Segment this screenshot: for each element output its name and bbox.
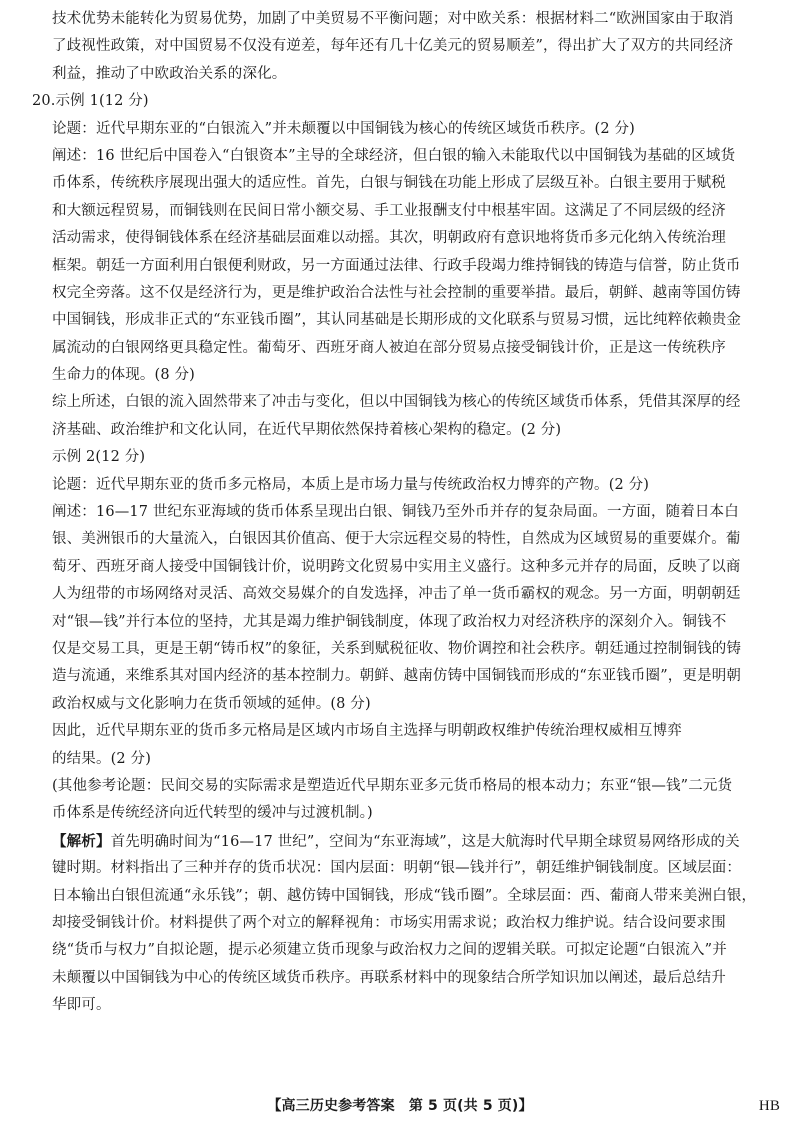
text-line-content: 权完全旁落。这不仅是经济行为，更是维护政治合法性与社会控制的重要举措。最后，朝鲜、越南等国仿铸 (52, 284, 741, 301)
text-line-content: 键时期。材料指出了三种并存的货币状况：国内层面：明朝“银—钱并行”，朝廷维护铜钱制度。区域层面： (52, 860, 742, 877)
text-line (32, 444, 774, 471)
text-line (32, 417, 774, 444)
text-line-content: 示例 2(12 分) (52, 449, 146, 466)
text-line (32, 472, 774, 499)
text-line (32, 143, 774, 170)
text-line (32, 609, 774, 636)
footer-page-info: 【高三历史参考答案 第 5 页(共 5 页)】 (267, 1098, 533, 1114)
text-line-content: 技术优势未能转化为贸易优势，加剧了中美贸易不平衡问题；对中欧关系：根据材料二“欧洲国家由于取消 (52, 11, 734, 27)
text-line-content: (其他参考论题：民间交易的实际需求是塑造近代早期东亚多元货币格局的根本动力；东亚“银—钱”二元货 (52, 777, 733, 794)
text-line-content: 因此，近代早期东亚的货币多元格局是区域内市场自主选择与明朝政权维护传统治理权威相互博弈 (52, 723, 682, 740)
text-line-content: 银、美洲银币的大量流入，白银因其价值高、便于大宗远程交易的特性，自然成为区域贸易的重要媒介。葡 (52, 531, 741, 548)
text-line (32, 499, 774, 526)
text-line-content: 绕“货币与权力”自拟论题，提示必须建立货币现象与政治权力之间的逻辑关联。可拟定论题“白银流入”并 (52, 942, 727, 959)
text-line-content: 政治权威与文化影响力在货币领域的延伸。(8 分) (52, 695, 371, 712)
text-line-content: 萄牙、西班牙商人接受中国铜钱计价，说明跨文化贸易中实用主义盛行。这种多元并存的局面，反映了以商 (52, 558, 741, 575)
text-line (32, 691, 774, 718)
text-line (32, 33, 774, 60)
text-line (32, 61, 774, 88)
text-line-content: 阐述：16—17 世纪东亚海域的货币体系呈现出白银、铜钱乃至外币并存的复杂局面。一方面，随着日本白 (52, 504, 739, 521)
text-line-content: 20.示例 1(12 分) (32, 93, 149, 110)
answer-text-body (32, 6, 774, 1019)
text-line (32, 855, 774, 882)
text-line-content: 论题：近代早期东亚的“白银流入”并未颠覆以中国铜钱为核心的传统区域货币秩序。(2 分) (52, 120, 635, 137)
text-line (32, 718, 774, 745)
text-line (32, 581, 774, 608)
text-line (32, 526, 774, 553)
text-line-content: 华即可。 (52, 997, 111, 1014)
text-line (32, 225, 774, 252)
text-line (32, 965, 774, 992)
text-line (32, 883, 774, 910)
text-line-content: 框架。朝廷一方面利用白银便利财政，另一方面通过法律、行政手段竭力维持铜钱的铸造与信誉，防止货币 (52, 257, 741, 274)
text-line-content: 币体系是传统经济向近代转型的缓冲与过渡机制。) (52, 805, 373, 822)
text-line-content: 生命力的体现。(8 分) (52, 367, 195, 384)
text-line (32, 910, 774, 937)
analysis-label: 【解析】 (52, 832, 111, 850)
text-line (32, 773, 774, 800)
text-line-content: 和大额远程贸易，而铜钱则在民间日常小额交易、手工业报酬支付中根基牢固。这满足了不同层级的经济 (52, 202, 726, 219)
text-line-content: 属流动的白银网络更具稳定性。葡萄牙、西班牙商人被迫在部分贸易点接受铜钱计价，正是这一传统秩序 (52, 339, 726, 356)
text-line (32, 6, 774, 33)
text-line (32, 280, 774, 307)
text-line-content: 对“银—钱”并行本位的坚持，尤其是竭力维护铜钱制度，体现了政治权力对经济秩序的深刻介入。铜钱不 (52, 613, 727, 630)
text-line-content: 首先明确时间为“16—17 世纪”，空间为“东亚海域”，这是大航海时代早期全球贸易网络形成的关 (110, 833, 740, 850)
text-line (32, 663, 774, 690)
text-line (32, 88, 774, 115)
text-line-content: 却接受铜钱计价。材料提供了两个对立的解释视角：市场实用需求说；政治权力维护说。结合设问要求围 (52, 914, 726, 931)
text-line-content: 人为纽带的市场网络对灵活、高效交易媒介的自发选择，冲击了单一货币霸权的观念。另一方面，明朝朝廷 (52, 586, 741, 603)
text-line (32, 198, 774, 225)
text-line-content: 的结果。(2 分) (52, 750, 151, 767)
text-line (32, 554, 774, 581)
text-line-content: 综上所述，白银的流入固然带来了冲击与变化，但以中国铜钱为核心的传统区域货币体系，凭借其深厚的经 (52, 394, 741, 411)
footer-code: HB (758, 1098, 780, 1114)
text-line (32, 362, 774, 389)
text-line (32, 170, 774, 197)
text-line (32, 800, 774, 827)
text-line (32, 992, 774, 1019)
text-line-content: 造与流通，来维系其对国内经济的基本控制力。朝鲜、越南仿铸中国铜钱而形成的“东亚钱币圈”，更是明朝 (52, 668, 742, 685)
text-line (32, 253, 774, 280)
text-line (32, 307, 774, 334)
text-line-content: 了歧视性政策，对中国贸易不仅没有逆差，每年还有几十亿美元的贸易顺差”，得出扩大了双方的共同经济 (52, 38, 734, 55)
text-line-content: 论题：近代早期东亚的货币多元格局，本质上是市场力量与传统政治权力博弈的产物。(2 分) (52, 476, 650, 493)
text-line (32, 828, 774, 855)
text-line-content: 未颠覆以中国铜钱为中心的传统区域货币秩序。再联系材料中的现象结合所学知识加以阐述，最后总结升 (52, 969, 726, 986)
page-footer (0, 1093, 800, 1117)
text-line (32, 636, 774, 663)
text-line (32, 389, 774, 416)
text-line (32, 746, 774, 773)
text-line-content: 中国铜钱，形成非正式的“东亚钱币圈”，其认同基础是长期形成的文化联系与贸易习惯，远比纯粹依赖贵金 (52, 312, 742, 329)
text-line-content: 利益，推动了中欧政治关系的深化。 (52, 65, 287, 82)
text-line-content: 币体系，传统秩序展现出强大的适应性。首先，白银与铜钱在功能上形成了层级互补。白银主要用于赋税 (52, 175, 726, 192)
text-line-content: 日本输出白银但流通“永乐钱”；朝、越仿铸中国铜钱，形成“钱币圈”。全球层面：西、葡商人带来美洲白银， (52, 887, 757, 904)
text-line-content: 活动需求，使得铜钱体系在经济基础层面难以动摇。其次，明朝政府有意识地将货币多元化纳入传统治理 (52, 230, 726, 247)
text-line-content: 仅是交易工具，更是王朝“铸币权”的象征，关系到赋税征收、物价调控和社会秩序。朝廷通过控制铜钱的铸 (52, 640, 742, 657)
text-line-content: 济基础、政治维护和文化认同，在近代早期依然保持着核心架构的稳定。(2 分) (52, 421, 562, 438)
text-line-content: 阐述：16 世纪后中国卷入“白银资本”主导的全球经济，但白银的输入未能取代以中国铜钱为基础的区域货 (52, 147, 736, 164)
text-line (32, 116, 774, 143)
text-line (32, 335, 774, 362)
text-line (32, 937, 774, 964)
